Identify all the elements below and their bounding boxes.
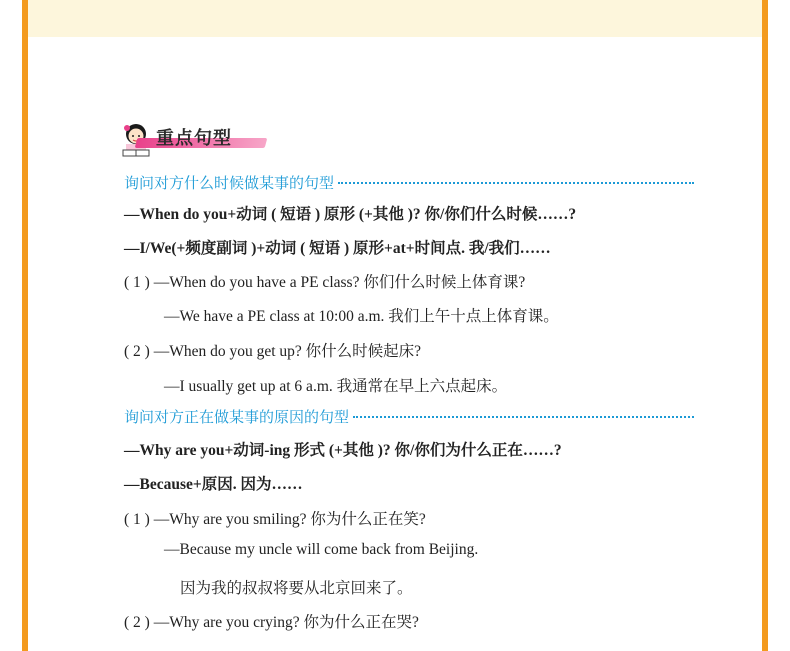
example-line: ( 2 ) —Why are you crying? 你为什么正在哭?: [124, 614, 419, 631]
section-heading-2: [124, 406, 694, 427]
section-header: [120, 118, 260, 160]
top-band: [28, 0, 762, 37]
section-heading-1: [124, 172, 694, 193]
example-line: ( 2 ) —When do you get up? 你什么时候起床?: [124, 343, 422, 360]
pattern-line: —I/We(+频度副词 )+动词 ( 短语 ) 原形+at+时间点. 我/我们……: [124, 240, 551, 257]
pattern-line: —When do you+动词 ( 短语 ) 原形 (+其他 )? 你/你们什么时候……?: [124, 206, 577, 223]
example-line: ( 1 ) —Why are you smiling? 你为什么正在笑?: [124, 511, 426, 528]
dotted-leader: [338, 182, 694, 184]
pattern-line: —Because+原因. 因为……: [124, 476, 303, 493]
header-title: 重点句型: [156, 128, 232, 149]
example-line: ( 1 ) —When do you have a PE class? 你们什么时候上体育课?: [124, 274, 526, 291]
example-line: —I usually get up at 6 a.m. 我通常在早上六点起床。: [164, 378, 508, 395]
example-line: —We have a PE class at 10:00 a.m. 我们上午十点上体育课。: [164, 308, 559, 325]
example-line: —Because my uncle will come back from Beijing.: [164, 541, 479, 558]
section-heading-text: 询问对方什么时候做某事的句型: [124, 174, 335, 192]
pattern-line: —Why are you+动词-ing 形式 (+其他 )? 你/你们为什么正在……?: [124, 442, 562, 459]
example-line: 因为我的叔叔将要从北京回来了。: [180, 580, 413, 597]
dotted-leader: [353, 416, 694, 418]
section-heading-text: 询问对方正在做某事的原因的句型: [124, 408, 350, 426]
